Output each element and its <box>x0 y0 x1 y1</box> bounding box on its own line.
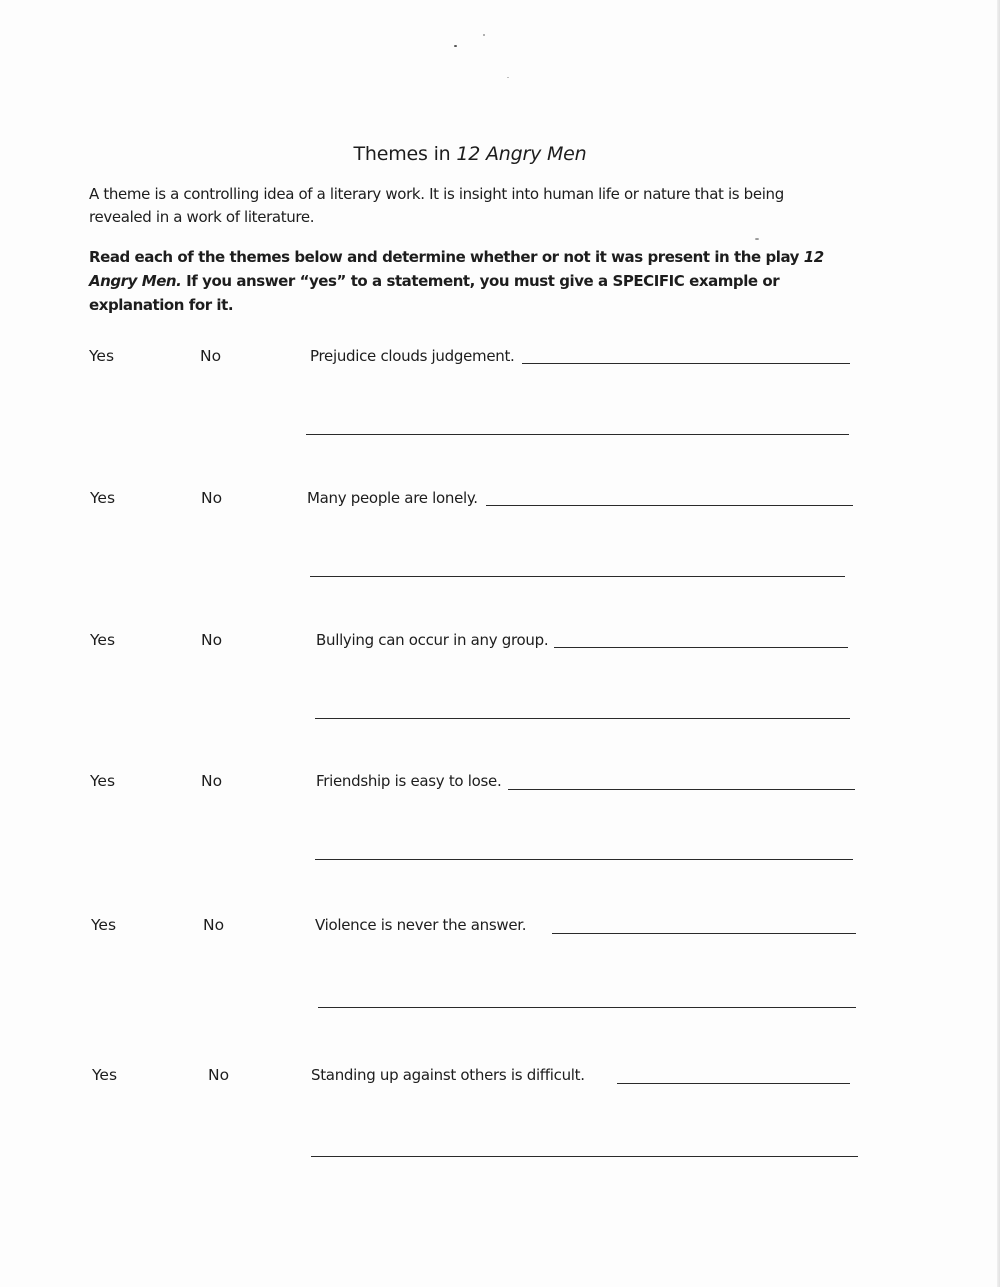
yes-option[interactable]: Yes <box>92 1066 118 1084</box>
answer-line[interactable] <box>315 859 853 860</box>
answer-line[interactable] <box>311 1156 858 1157</box>
title-play-name: 12 Angry Men <box>456 143 587 165</box>
theme-statement: Violence is never the answer. <box>315 916 527 934</box>
theme-item <box>0 770 1000 870</box>
answer-line[interactable] <box>306 434 849 435</box>
yes-option[interactable]: Yes <box>90 631 116 649</box>
yes-option[interactable]: Yes <box>91 916 117 934</box>
scan-speck <box>483 34 485 36</box>
theme-statement: Many people are lonely. <box>307 489 478 507</box>
no-option[interactable]: No <box>201 631 223 649</box>
theme-statement: Standing up against others is difficult. <box>311 1066 585 1084</box>
theme-statement: Prejudice clouds judgement. <box>310 347 515 365</box>
theme-statement: Bullying can occur in any group. <box>316 631 549 649</box>
theme-statement: Friendship is easy to lose. <box>316 772 502 790</box>
answer-line[interactable] <box>318 1007 856 1008</box>
answer-line[interactable] <box>315 718 850 719</box>
no-option[interactable]: No <box>201 489 223 507</box>
intro-paragraph: A theme is a controlling idea of a literary work. It is insight into human life or nature that is being revealed in a work of literature. <box>89 185 784 226</box>
yes-option[interactable]: Yes <box>90 772 116 790</box>
answer-line[interactable] <box>486 505 853 506</box>
scan-speck <box>507 77 509 78</box>
no-option[interactable]: No <box>200 347 222 365</box>
title-text: Themes in <box>353 143 457 165</box>
no-option[interactable]: No <box>201 772 223 790</box>
yes-option[interactable]: Yes <box>90 489 116 507</box>
theme-item <box>0 1064 1000 1164</box>
answer-line[interactable] <box>617 1083 850 1084</box>
page-title <box>0 141 940 167</box>
answer-line[interactable] <box>310 576 845 577</box>
answer-line[interactable] <box>552 933 856 934</box>
answer-line[interactable] <box>554 647 848 648</box>
scan-speck <box>755 238 759 240</box>
instructions-text-end: If you answer “yes” to a statement, you must give a SPECIFIC example or explanation for it. <box>89 272 780 314</box>
instructions-paragraph <box>89 245 849 317</box>
theme-item <box>0 629 1000 729</box>
theme-item <box>0 487 1000 587</box>
answer-line[interactable] <box>508 789 855 790</box>
instructions-text-start: Read each of the themes below and determine whether or not it was present in the play <box>89 248 804 266</box>
no-option[interactable]: No <box>203 916 225 934</box>
no-option[interactable]: No <box>208 1066 230 1084</box>
instructions-play-name: 12 Angry Men. <box>89 248 824 290</box>
scan-speck <box>454 45 457 47</box>
answer-line[interactable] <box>522 363 850 364</box>
yes-option[interactable]: Yes <box>89 347 115 365</box>
theme-item <box>0 914 1000 1014</box>
theme-item <box>0 345 1000 445</box>
